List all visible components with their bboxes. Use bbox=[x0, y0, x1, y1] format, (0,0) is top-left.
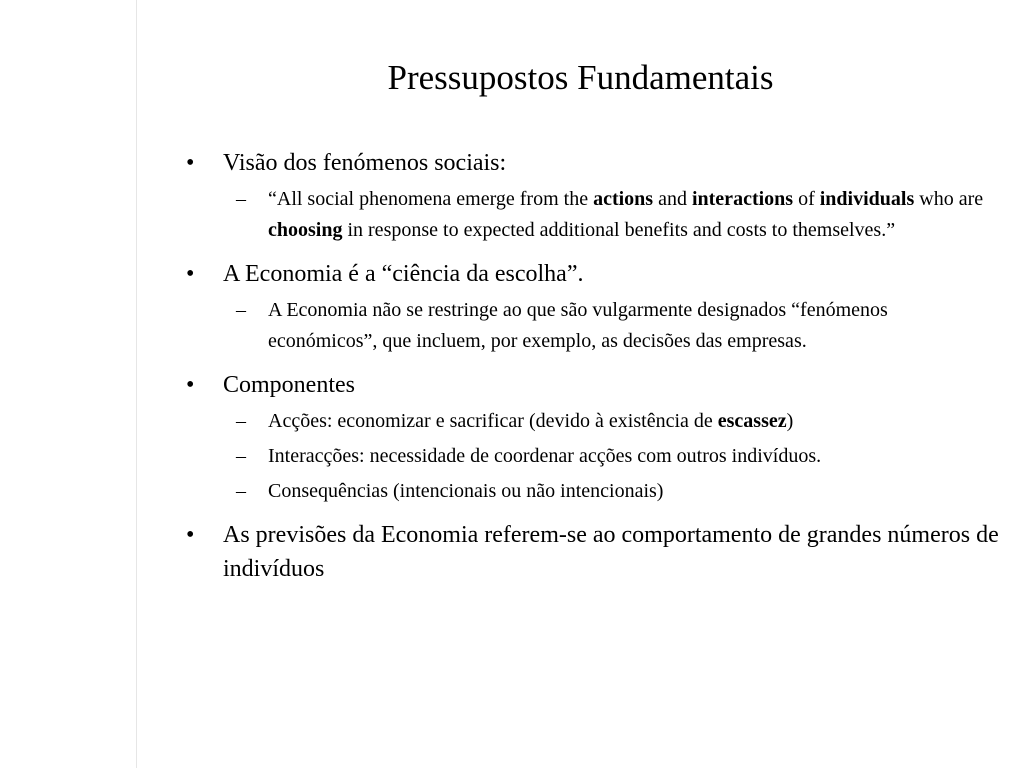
left-margin-rule bbox=[136, 0, 137, 768]
bullet-text: Componentes bbox=[223, 372, 355, 398]
sub-bullet-text: Interacções: necessidade de coordenar acções com outros indivíduos. bbox=[268, 445, 822, 467]
quote-text: “All social phenomena emerge from the actions and interactions of individuals who are choosing in response to expected additional benefits and costs to themselves.” bbox=[268, 188, 984, 241]
bullet-icon: • bbox=[186, 372, 195, 398]
sub-bullet-economics-scope bbox=[186, 295, 1001, 357]
sub-bullet-interactions bbox=[186, 441, 1001, 472]
sub-bullet-quote bbox=[186, 184, 1001, 246]
emphasis-scarcity: escassez bbox=[717, 410, 787, 432]
bullet-text: Visão dos fenómenos sociais: bbox=[223, 150, 507, 176]
bullet-components bbox=[186, 368, 1001, 402]
dash-icon: – bbox=[236, 445, 246, 467]
slide-body bbox=[186, 146, 1001, 586]
slide-title: Pressupostos Fundamentais bbox=[387, 58, 774, 97]
emphasis-actions: actions bbox=[593, 188, 654, 210]
dash-icon: – bbox=[236, 299, 246, 321]
sub-bullet-actions bbox=[186, 406, 1001, 437]
emphasis-choosing: choosing bbox=[268, 219, 343, 241]
bullet-science-of-choice bbox=[186, 257, 1001, 291]
bullet-icon: • bbox=[186, 261, 195, 287]
bullet-text: As previsões da Economia referem-se ao comportamento de grandes números de indivíduos bbox=[223, 522, 999, 582]
sub-bullet-consequences bbox=[186, 476, 1001, 507]
sub-bullet-text: A Economia não se restringe ao que são vulgarmente designados “fenómenos económicos”, que incluem, por exemplo, as decisões das empresas. bbox=[268, 299, 888, 352]
dash-icon: – bbox=[236, 480, 246, 502]
bullet-text: A Economia é a “ciência da escolha”. bbox=[223, 261, 584, 287]
emphasis-interactions: interactions bbox=[691, 188, 794, 210]
bullet-social-phenomena bbox=[186, 146, 1001, 180]
bullet-icon: • bbox=[186, 522, 195, 548]
emphasis-individuals: individuals bbox=[819, 188, 915, 210]
dash-icon: – bbox=[236, 410, 246, 432]
sub-bullet-text: Acções: economizar e sacrificar (devido à existência de escassez) bbox=[268, 410, 794, 432]
bullet-icon: • bbox=[186, 150, 195, 176]
sub-bullet-text: Consequências (intencionais ou não intencionais) bbox=[268, 480, 664, 502]
dash-icon: – bbox=[236, 188, 246, 210]
bullet-predictions bbox=[186, 518, 1001, 586]
